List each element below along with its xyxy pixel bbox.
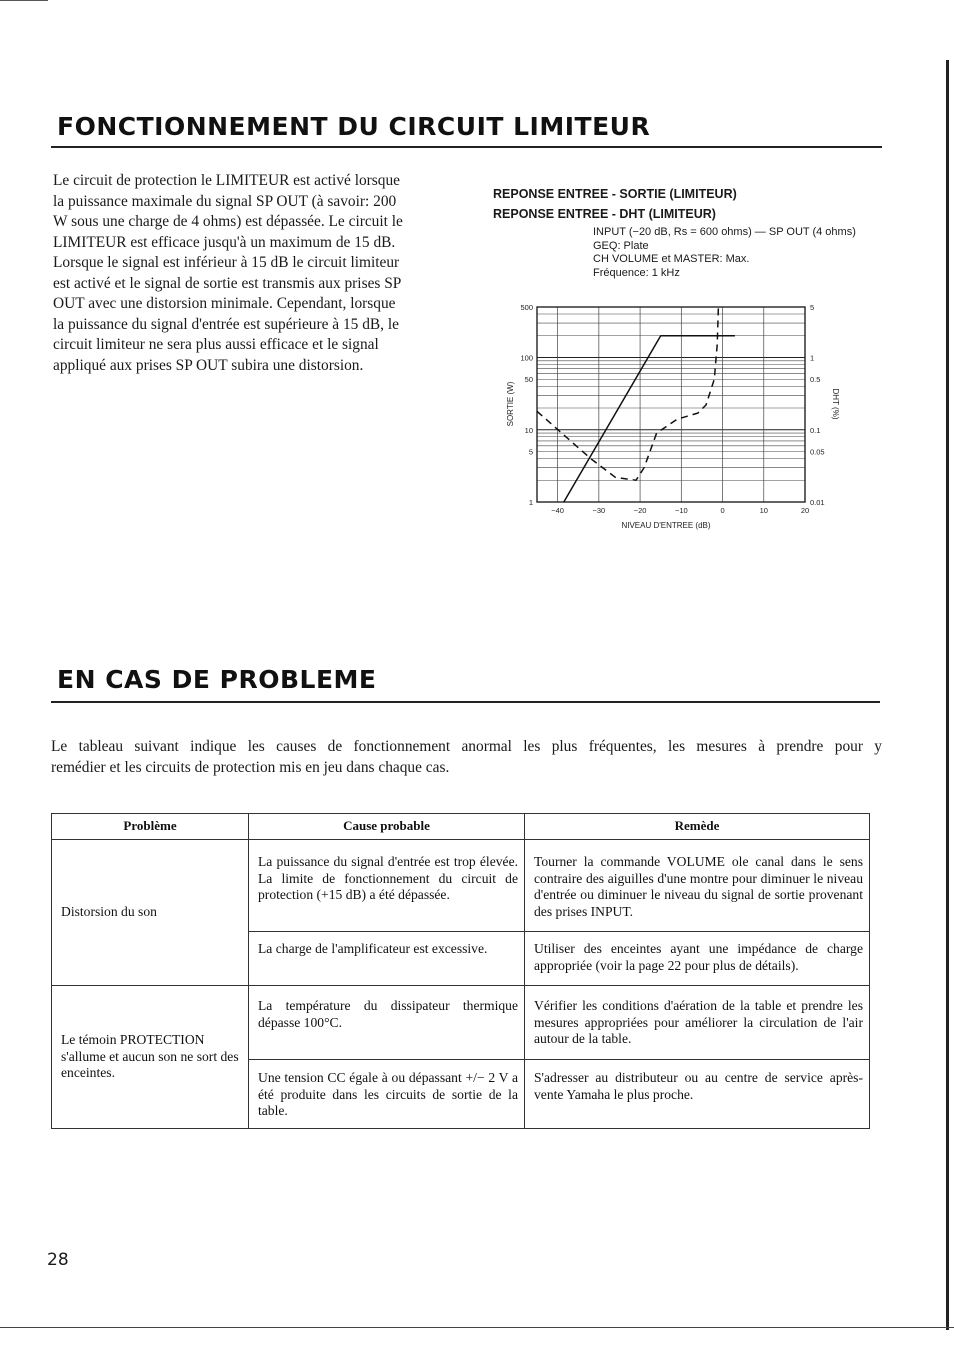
problem-text: Le témoin PROTECTION s'allume et aucun son ne sort des enceintes. <box>61 1032 239 1081</box>
cause-cell <box>249 840 525 932</box>
cause-cell <box>249 932 525 986</box>
cause-text: La charge de l'amplificateur est excessive. <box>258 941 488 956</box>
remedy-cell <box>525 1060 870 1129</box>
scan-edge <box>946 60 949 1330</box>
paragraph-line: la puissance du signal d'entrée est supérieure à 15 dB, le <box>53 315 399 333</box>
y2-tick-label: 0.5 <box>810 375 821 385</box>
header-cause: Cause probable <box>249 814 525 840</box>
remedy-text: Vérifier les conditions d'aération de la table et prendre les mesures appropriées pour améliorer la circulation de l'air autour de la table. <box>534 998 863 1046</box>
x-tick-label: 10 <box>759 506 768 515</box>
problem-text: Distorsion du son <box>61 904 157 920</box>
remedy-text: S'adresser au distributeur ou au centre de service après-vente Yamaha le plus proche. <box>534 1070 863 1102</box>
paragraph-line: LIMITEUR est efficace jusqu'à un maximum de 15 dB. <box>53 233 396 251</box>
x-tick-label: 20 <box>800 506 810 515</box>
remedy-cell <box>525 932 870 986</box>
paragraph-line: circuit limiteur ne sera plus aussi efficace et le signal <box>53 336 379 353</box>
section-title-limiter: FONCTIONNEMENT DU CIRCUIT LIMITEUR <box>57 112 651 141</box>
remedy-cell <box>525 986 870 1060</box>
section-title-troubleshooting: EN CAS DE PROBLEME <box>57 665 377 694</box>
condition-line: CH VOLUME et MASTER: Max. <box>593 253 750 266</box>
paragraph-line: la puissance maximale du signal SP OUT (à savoir: 200 <box>53 192 397 210</box>
paragraph-line: OUT avec une distorsion minimale. Cependant, lorsque <box>53 295 396 312</box>
y2-axis-label: DHT (%) <box>831 388 840 420</box>
cause-cell <box>249 1060 525 1129</box>
paragraph-line: Le circuit de protection le LIMITEUR est activé lorsque <box>53 172 401 189</box>
y-tick-label: 50 <box>524 375 533 385</box>
page-number: 28 <box>47 1250 69 1270</box>
chart-series <box>537 307 735 502</box>
scan-edge-bottom <box>0 1327 954 1328</box>
figure-conditions <box>593 226 856 280</box>
limiter-response-chart <box>495 292 850 537</box>
troubleshooting-table <box>51 813 870 1129</box>
cause-cell <box>249 986 525 1060</box>
table-row <box>52 840 870 932</box>
condition-line: Fréquence: 1 kHz <box>593 266 680 279</box>
cause-text: La température du dissipateur thermique dépasse 100°C. <box>258 998 518 1030</box>
y2-tick-label: 5 <box>810 303 815 312</box>
problem-cell <box>52 840 249 986</box>
troubleshooting-intro <box>51 736 882 778</box>
problem-cell <box>52 986 249 1129</box>
limiter-paragraph <box>53 171 403 376</box>
y2-tick-label: 0.01 <box>810 498 825 507</box>
paragraph-line: Lorsque le signal est inférieur à 15 dB le circuit limiteur <box>53 254 400 271</box>
y-tick-label: 5 <box>528 447 533 457</box>
paragraph-line: W sous une charge de 4 ohms) est dépassée. Le circuit le <box>53 213 403 230</box>
x-tick-label: −40 <box>551 506 564 515</box>
y-tick-label: 1 <box>528 498 533 507</box>
x-tick-label: −30 <box>592 506 606 515</box>
paragraph-line: appliqué aux prises SP OUT subira une distorsion. <box>53 356 364 374</box>
intro-line: Le tableau suivant indique les causes de fonctionnement anormal les plus fréquentes, les mesures à prendre pour y <box>51 738 882 755</box>
y-tick-label: 100 <box>520 353 533 363</box>
table-header-row <box>52 814 870 840</box>
paragraph-line: est activé et le signal de sortie est transmis aux prises SP <box>53 274 402 292</box>
intro-line: remédier et les circuits de protection mis en jeu dans chaque cas. <box>51 759 450 776</box>
table-row <box>52 986 870 1060</box>
figure-caption-2: REPONSE ENTREE - DHT (LIMITEUR) <box>493 207 716 221</box>
y-axis-label: SORTIE (W) <box>506 381 515 427</box>
y2-tick-label: 0.1 <box>810 425 821 435</box>
x-axis-label: NIVEAU D'ENTREE (dB) <box>621 521 711 530</box>
section-rule <box>51 146 882 148</box>
cause-text: Une tension CC égale à ou dépassant +/− 2 V a été produite dans les circuits de sortie de la table. <box>258 1070 518 1118</box>
header-probleme: Problème <box>52 814 249 840</box>
remedy-text: Tourner la commande VOLUME ole canal dans le sens contraire des aiguilles d'une montre pour diminuer le niveau d'entrée ou diminuer le niveau du signal de sortie provenant des prises INPUT. <box>534 854 863 919</box>
x-tick-label: −10 <box>674 506 688 515</box>
scan-mark <box>0 0 48 1</box>
chart-ticks <box>520 303 824 515</box>
cause-text: La puissance du signal d'entrée est trop élevée. La limite de fonctionnement du circuit de protection (+15 dB) a été dépassée. <box>258 854 518 902</box>
y2-tick-label: 1 <box>810 353 815 363</box>
figure-caption-1: REPONSE ENTREE - SORTIE (LIMITEUR) <box>493 187 737 201</box>
header-remede: Remède <box>525 814 870 840</box>
remedy-text: Utiliser des enceintes ayant une impédance de charge appropriée (voir la page 22 pour plus de détails). <box>534 941 863 973</box>
section-rule <box>51 701 880 703</box>
condition-line: GEQ: Plate <box>593 239 649 252</box>
y2-tick-label: 0.05 <box>810 447 825 457</box>
y-tick-label: 500 <box>520 303 533 312</box>
condition-line: INPUT (−20 dB, Rs = 600 ohms) — SP OUT (4 ohms) <box>593 226 856 238</box>
remedy-cell <box>525 840 870 932</box>
y-tick-label: 10 <box>524 425 533 435</box>
x-tick-label: 0 <box>720 506 725 515</box>
x-tick-label: −20 <box>633 506 647 515</box>
